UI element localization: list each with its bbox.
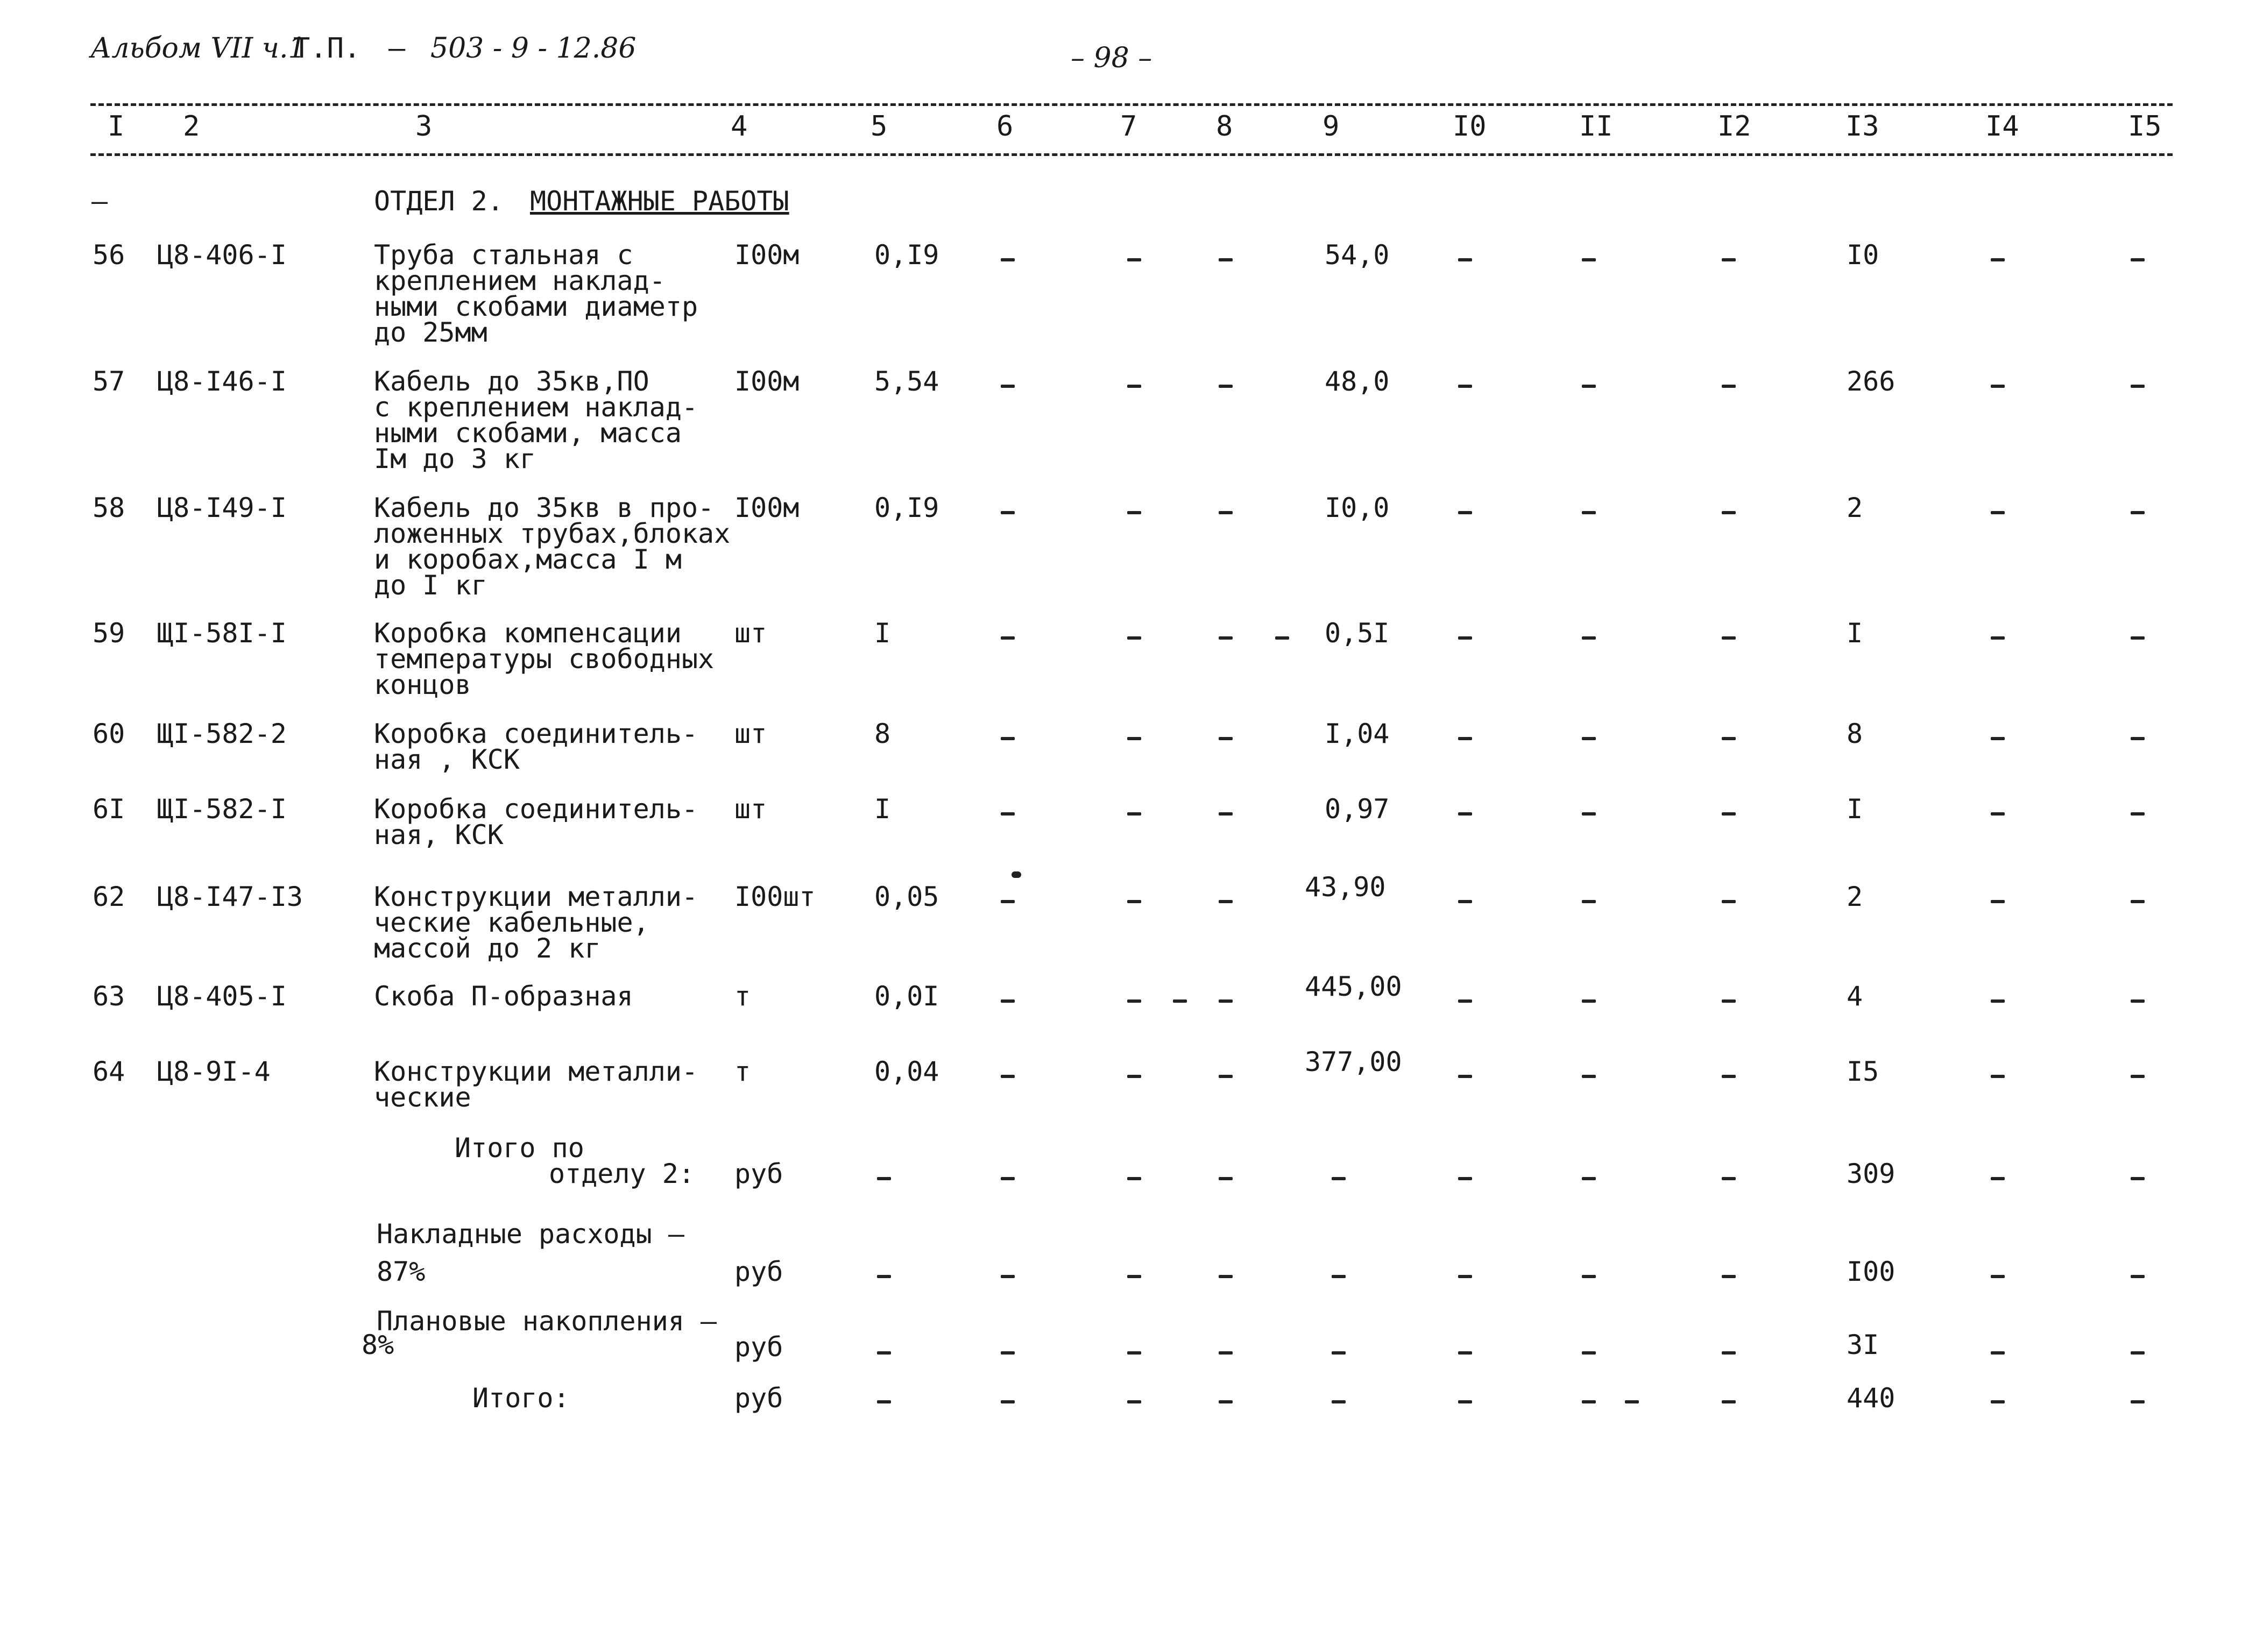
dash-mark bbox=[1001, 737, 1015, 740]
row-col9-value: I0,0 bbox=[1325, 492, 1390, 523]
dash-mark bbox=[1127, 1177, 1141, 1180]
row-col13-value: 2 bbox=[1847, 492, 1863, 523]
dash-mark bbox=[1001, 511, 1015, 514]
row-unit: I00м bbox=[734, 239, 800, 271]
dash-mark bbox=[1458, 1075, 1472, 1078]
dash-mark bbox=[1219, 511, 1233, 514]
row-code: Ц8-9I-4 bbox=[157, 1056, 271, 1087]
project-code: 503 - 9 - 12.86 bbox=[430, 32, 637, 65]
dash-mark bbox=[1127, 900, 1141, 903]
dash-mark bbox=[1722, 1075, 1736, 1078]
dash-mark bbox=[2131, 1351, 2145, 1355]
col-header-12: I2 bbox=[1717, 110, 1751, 143]
col-header-14: I4 bbox=[1985, 110, 2019, 143]
dash-mark bbox=[1219, 999, 1233, 1003]
section-subtitle: МОНТАЖНЫЕ РАБОТЫ bbox=[530, 186, 789, 217]
dash-mark bbox=[1275, 636, 1289, 640]
dash-mark bbox=[1722, 900, 1736, 903]
dash-mark bbox=[1582, 1275, 1596, 1278]
row-number: 64 bbox=[93, 1056, 125, 1087]
row-col13-value: 4 bbox=[1847, 981, 1863, 1012]
row-description: Конструкции металли- ческие кабельные, массой до 2 кг bbox=[374, 881, 698, 964]
album-label: Альбом VII ч.1 bbox=[90, 32, 306, 65]
dash-mark bbox=[1001, 258, 1015, 261]
row-col9-value: 48,0 bbox=[1325, 366, 1390, 397]
row-col13-value: 266 bbox=[1847, 366, 1896, 397]
dash-mark bbox=[1991, 737, 2005, 740]
row-quantity: 0,I9 bbox=[874, 239, 939, 271]
col-header-3: 3 bbox=[415, 110, 433, 143]
dash-mark bbox=[1127, 1075, 1141, 1078]
row-code: ЩI-582-2 bbox=[157, 718, 287, 749]
row-quantity: I bbox=[874, 793, 891, 825]
row-col9-value: I,04 bbox=[1325, 718, 1390, 749]
row-col13-value: I0 bbox=[1847, 239, 1879, 271]
dash-mark bbox=[1127, 737, 1141, 740]
dash-mark bbox=[1012, 871, 1021, 878]
dash-mark bbox=[1458, 636, 1472, 640]
dash-mark bbox=[1458, 385, 1472, 388]
dash-mark bbox=[1219, 1400, 1233, 1403]
dash-mark bbox=[1582, 737, 1596, 740]
dash-mark bbox=[1722, 636, 1736, 640]
row-number: 57 bbox=[93, 366, 125, 397]
row-number: 59 bbox=[93, 618, 125, 649]
dash-mark bbox=[1458, 1275, 1472, 1278]
col-header-8: 8 bbox=[1216, 110, 1233, 143]
dash-mark bbox=[1332, 1275, 1346, 1278]
dash-mark bbox=[1991, 1177, 2005, 1180]
row-col9-value: 377,00 bbox=[1305, 1046, 1402, 1077]
header-rule-bottom bbox=[90, 153, 2173, 156]
col-header-7: 7 bbox=[1120, 110, 1137, 143]
dash-mark bbox=[1582, 1351, 1596, 1355]
total-unit: руб bbox=[734, 1158, 783, 1189]
dash-mark bbox=[1722, 737, 1736, 740]
dash-mark bbox=[877, 1275, 891, 1278]
row-description: Коробка компенсации температуры свободных концов bbox=[374, 618, 715, 700]
row-col13-value: 2 bbox=[1847, 881, 1863, 912]
section-marker: – bbox=[91, 186, 108, 217]
col-header-15: I5 bbox=[2128, 110, 2162, 143]
row-quantity: I bbox=[874, 618, 891, 649]
total-unit: руб bbox=[734, 1382, 783, 1414]
dash-mark bbox=[1991, 1400, 2005, 1403]
row-description: Скоба П-образная bbox=[374, 981, 633, 1012]
row-quantity: 0,05 bbox=[874, 881, 939, 912]
header-rule-top bbox=[90, 103, 2173, 106]
row-code: ЩI-582-I bbox=[157, 793, 287, 825]
total-label-line1: Плановые накопления – bbox=[377, 1306, 717, 1337]
dash-mark bbox=[1127, 999, 1141, 1003]
dash-mark bbox=[1001, 1075, 1015, 1078]
row-col9-value: 43,90 bbox=[1305, 871, 1386, 903]
dash-mark bbox=[1582, 900, 1596, 903]
dash-mark bbox=[1991, 900, 2005, 903]
dash-mark bbox=[1001, 1177, 1015, 1180]
dash-mark bbox=[1001, 900, 1015, 903]
dash-mark bbox=[1001, 1400, 1015, 1403]
dash-mark bbox=[1722, 999, 1736, 1003]
dash-mark bbox=[1127, 1275, 1141, 1278]
dash-mark bbox=[2131, 511, 2145, 514]
dash-mark bbox=[1582, 258, 1596, 261]
dash-mark bbox=[2131, 258, 2145, 261]
dash-mark bbox=[1722, 511, 1736, 514]
dash-mark bbox=[1458, 999, 1472, 1003]
row-col9-value: 0,5I bbox=[1325, 618, 1390, 649]
dash-mark bbox=[1219, 1177, 1233, 1180]
dash-mark bbox=[1991, 385, 2005, 388]
dash-mark bbox=[1991, 636, 2005, 640]
row-col9-value: 0,97 bbox=[1325, 793, 1390, 825]
row-quantity: 0,0I bbox=[874, 981, 939, 1012]
dash-mark bbox=[1127, 1351, 1141, 1355]
dash-mark bbox=[2131, 636, 2145, 640]
col-header-9: 9 bbox=[1323, 110, 1340, 143]
dash-mark bbox=[1458, 900, 1472, 903]
row-quantity: 0,I9 bbox=[874, 492, 939, 523]
row-unit: шт bbox=[734, 718, 767, 749]
row-description: Коробка соединитель- ная , КСК bbox=[374, 718, 698, 775]
col-header-1: I bbox=[108, 110, 125, 143]
row-code: ЩI-58I-I bbox=[157, 618, 287, 649]
tp-label: Т.П. bbox=[293, 32, 361, 65]
total-col13-value: 440 bbox=[1847, 1382, 1896, 1414]
row-unit: шт bbox=[734, 793, 767, 825]
row-quantity: 5,54 bbox=[874, 366, 939, 397]
row-number: 58 bbox=[93, 492, 125, 523]
total-label-line1: Накладные расходы – bbox=[377, 1218, 684, 1250]
row-quantity: 0,04 bbox=[874, 1056, 939, 1087]
dash-mark bbox=[1219, 385, 1233, 388]
row-unit: т bbox=[734, 981, 751, 1012]
row-description: Кабель до 35кв в про- ложенных трубах,блоках и коробах,масса I м до I кг bbox=[374, 492, 731, 601]
row-unit: I00м bbox=[734, 366, 800, 397]
total-label-line1: Итого по bbox=[455, 1132, 584, 1164]
dash-mark bbox=[1991, 1075, 2005, 1078]
row-number: 63 bbox=[93, 981, 125, 1012]
total-col13-value: 309 bbox=[1847, 1158, 1896, 1189]
dash-mark bbox=[1001, 812, 1015, 816]
dash-mark bbox=[1722, 1177, 1736, 1180]
col-header-11: II bbox=[1579, 110, 1613, 143]
dash-mark bbox=[1991, 511, 2005, 514]
dash-mark bbox=[877, 1351, 891, 1355]
row-code: Ц8-I46-I bbox=[157, 366, 287, 397]
dash-mark bbox=[1332, 1400, 1346, 1403]
dash-mark bbox=[877, 1177, 891, 1180]
total-col13-value: 3I bbox=[1847, 1329, 1879, 1360]
dash-mark bbox=[1722, 385, 1736, 388]
col-header-10: I0 bbox=[1453, 110, 1487, 143]
dash-mark bbox=[1582, 511, 1596, 514]
dash-mark bbox=[1219, 1275, 1233, 1278]
dash-mark bbox=[1173, 999, 1187, 1003]
row-quantity: 8 bbox=[874, 718, 891, 749]
total-unit: руб bbox=[734, 1331, 783, 1363]
dash-mark bbox=[1991, 999, 2005, 1003]
dash-mark bbox=[1582, 385, 1596, 388]
row-number: 6I bbox=[93, 793, 125, 825]
dash-mark bbox=[1458, 1177, 1472, 1180]
dash-mark bbox=[1722, 1400, 1736, 1403]
row-number: 56 bbox=[93, 239, 125, 271]
section-title: ОТДЕЛ 2. bbox=[374, 186, 504, 217]
dash-mark bbox=[1219, 812, 1233, 816]
dash-mark bbox=[1127, 511, 1141, 514]
col-header-5: 5 bbox=[871, 110, 888, 143]
dash-mark bbox=[1127, 636, 1141, 640]
dash-mark bbox=[1219, 737, 1233, 740]
dash-mark bbox=[1722, 812, 1736, 816]
dash-mark bbox=[1127, 258, 1141, 261]
dash-mark bbox=[2131, 1075, 2145, 1078]
total-label-line2: отделу 2: bbox=[549, 1158, 695, 1189]
row-number: 60 bbox=[93, 718, 125, 749]
dash-mark bbox=[2131, 900, 2145, 903]
dash-mark bbox=[2131, 1275, 2145, 1278]
dash-mark bbox=[1332, 1351, 1346, 1355]
col-header-6: 6 bbox=[996, 110, 1014, 143]
dash-mark bbox=[1332, 1177, 1346, 1180]
row-col13-value: I5 bbox=[1847, 1056, 1879, 1087]
dash-mark bbox=[1582, 812, 1596, 816]
dash-mark bbox=[1722, 1275, 1736, 1278]
dash-mark bbox=[2131, 812, 2145, 816]
dash-mark bbox=[1458, 511, 1472, 514]
dash-mark bbox=[1458, 812, 1472, 816]
dash-mark bbox=[1458, 258, 1472, 261]
row-description: Коробка соединитель- ная, КСК bbox=[374, 793, 698, 850]
row-code: Ц8-I49-I bbox=[157, 492, 287, 523]
row-unit: шт bbox=[734, 618, 767, 649]
col-header-4: 4 bbox=[731, 110, 748, 143]
dash-mark bbox=[1458, 1400, 1472, 1403]
row-unit: I00м bbox=[734, 492, 800, 523]
dash-mark bbox=[1001, 385, 1015, 388]
dash-mark bbox=[1001, 999, 1015, 1003]
row-unit: I00шт bbox=[734, 881, 816, 912]
dash-mark bbox=[1001, 636, 1015, 640]
dash-mark bbox=[1127, 1400, 1141, 1403]
dash-mark bbox=[1582, 1075, 1596, 1078]
dash-mark bbox=[2131, 999, 2145, 1003]
dash-mark bbox=[1458, 1351, 1472, 1355]
header-dash: – bbox=[388, 32, 406, 65]
row-col13-value: I bbox=[1847, 793, 1863, 825]
dash-mark bbox=[877, 1400, 891, 1403]
dash-mark bbox=[1219, 258, 1233, 261]
dash-mark bbox=[1991, 1351, 2005, 1355]
row-code: Ц8-405-I bbox=[157, 981, 287, 1012]
row-code: Ц8-I47-I3 bbox=[157, 881, 303, 912]
dash-mark bbox=[1127, 385, 1141, 388]
total-label-line2: 87% bbox=[377, 1256, 426, 1287]
dash-mark bbox=[1582, 1177, 1596, 1180]
row-col13-value: 8 bbox=[1847, 718, 1863, 749]
row-col13-value: I bbox=[1847, 618, 1863, 649]
dash-mark bbox=[1219, 636, 1233, 640]
total-col13-value: I00 bbox=[1847, 1256, 1896, 1287]
dash-mark bbox=[1127, 812, 1141, 816]
dash-mark bbox=[2131, 385, 2145, 388]
dash-mark bbox=[1625, 1400, 1639, 1403]
dash-mark bbox=[1219, 1075, 1233, 1078]
row-unit: т bbox=[734, 1056, 751, 1087]
row-col9-value: 445,00 bbox=[1305, 971, 1402, 1002]
row-number: 62 bbox=[93, 881, 125, 912]
dash-mark bbox=[1722, 258, 1736, 261]
dash-mark bbox=[2131, 1177, 2145, 1180]
dash-mark bbox=[1991, 812, 2005, 816]
col-header-13: I3 bbox=[1845, 110, 1879, 143]
dash-mark bbox=[2131, 737, 2145, 740]
dash-mark bbox=[1458, 737, 1472, 740]
dash-mark bbox=[1219, 1351, 1233, 1355]
dash-mark bbox=[1991, 1275, 2005, 1278]
total-label-line2: 8% bbox=[362, 1329, 394, 1360]
col-header-2: 2 bbox=[183, 110, 200, 143]
dash-mark bbox=[1219, 900, 1233, 903]
dash-mark bbox=[2131, 1400, 2145, 1403]
dash-mark bbox=[1991, 258, 2005, 261]
row-col9-value: 54,0 bbox=[1325, 239, 1390, 271]
row-description: Конструкции металли- ческие bbox=[374, 1056, 698, 1113]
row-description: Труба стальная с креплением наклад- ными скобами диаметр до 25мм bbox=[374, 239, 698, 348]
row-code: Ц8-406-I bbox=[157, 239, 287, 271]
total-unit: руб bbox=[734, 1256, 783, 1287]
page-number: – 98 – bbox=[1071, 42, 1152, 74]
total-label-line1: Итого: bbox=[472, 1382, 570, 1414]
dash-mark bbox=[1722, 1351, 1736, 1355]
dash-mark bbox=[1001, 1351, 1015, 1355]
dash-mark bbox=[1582, 636, 1596, 640]
row-description: Кабель до 35кв,ПО с креплением наклад- ными скобами, масса Iм до 3 кг bbox=[374, 366, 698, 474]
dash-mark bbox=[1001, 1275, 1015, 1278]
dash-mark bbox=[1582, 999, 1596, 1003]
dash-mark bbox=[1582, 1400, 1596, 1403]
